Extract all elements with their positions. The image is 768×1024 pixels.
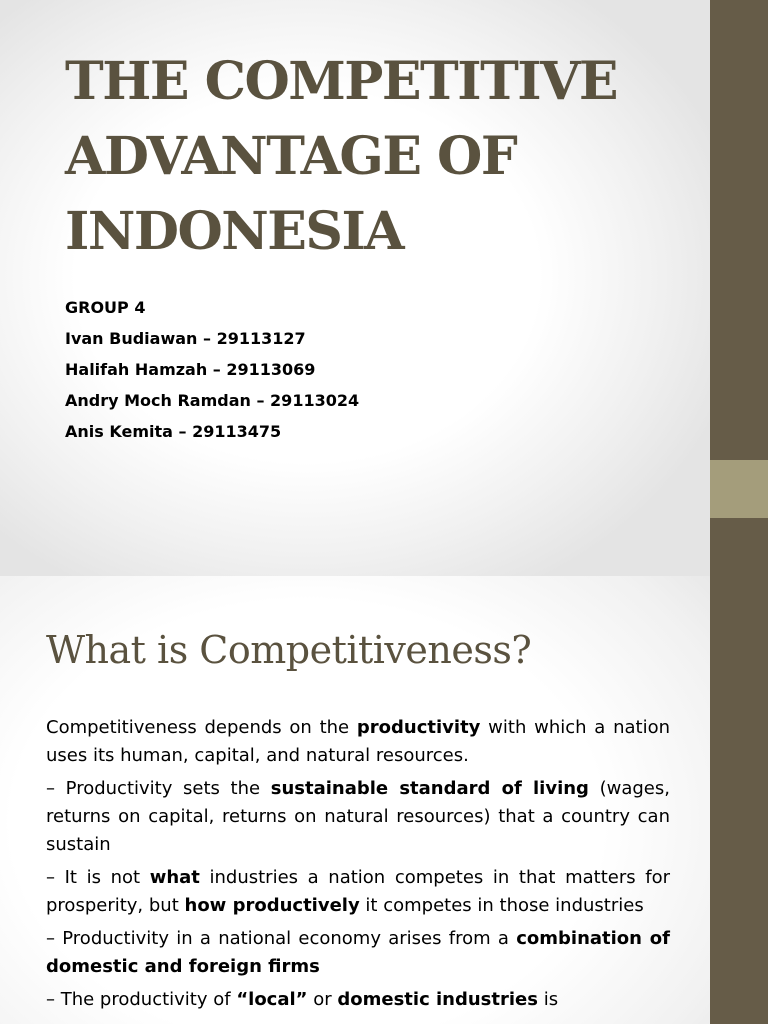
- text-run: or: [307, 989, 338, 1010]
- bold-run: how productively: [184, 895, 360, 916]
- text-run: (wages, returns on capital, returns on natural resources) that a country can sustain: [46, 778, 670, 855]
- slide-title: THE COMPETITIVE ADVANTAGE OF INDONESIA: [65, 51, 618, 262]
- paragraph-1: [46, 714, 670, 770]
- text-run: with which a nation uses its human, capital, and natural resources.: [46, 717, 670, 766]
- group-label: GROUP 4: [65, 298, 146, 317]
- paragraph-4: [46, 925, 670, 981]
- member-3: Andry Moch Ramdan – 29113024: [65, 391, 360, 410]
- text-run: Competitiveness depends on the: [46, 717, 357, 738]
- paragraph-2: [46, 775, 670, 859]
- text-run: – The productivity of: [46, 989, 237, 1010]
- content-slide: [0, 576, 768, 1024]
- paragraph-3: [46, 864, 670, 920]
- group-info: [65, 292, 359, 447]
- text-run: industries a nation competes in that matters for prosperity, but: [46, 867, 670, 916]
- bold-run: combination of domestic and foreign firms: [46, 928, 670, 977]
- slide-heading: What is Competitiveness?: [46, 628, 532, 672]
- member-1: Ivan Budiawan – 29113127: [65, 329, 306, 348]
- bold-run: “local”: [236, 989, 308, 1010]
- text-run: it competes in those industries: [359, 895, 644, 916]
- slide-body: [46, 714, 670, 1019]
- bold-run: sustainable standard of living: [270, 778, 589, 799]
- text-run: – It is not: [46, 867, 150, 888]
- side-bar-decoration: [710, 576, 768, 1024]
- paragraph-5: [46, 986, 670, 1014]
- member-4: Anis Kemita – 29113475: [65, 422, 282, 441]
- bold-run: productivity: [356, 717, 481, 738]
- member-2: Halifah Hamzah – 29113069: [65, 360, 316, 379]
- text-run: – Productivity in a national economy arises from a: [46, 928, 517, 949]
- text-run: – Productivity sets the: [46, 778, 271, 799]
- side-accent-block: [710, 460, 768, 518]
- bold-run: domestic industries: [337, 989, 538, 1010]
- text-run: is: [537, 989, 559, 1010]
- bold-run: what: [149, 867, 200, 888]
